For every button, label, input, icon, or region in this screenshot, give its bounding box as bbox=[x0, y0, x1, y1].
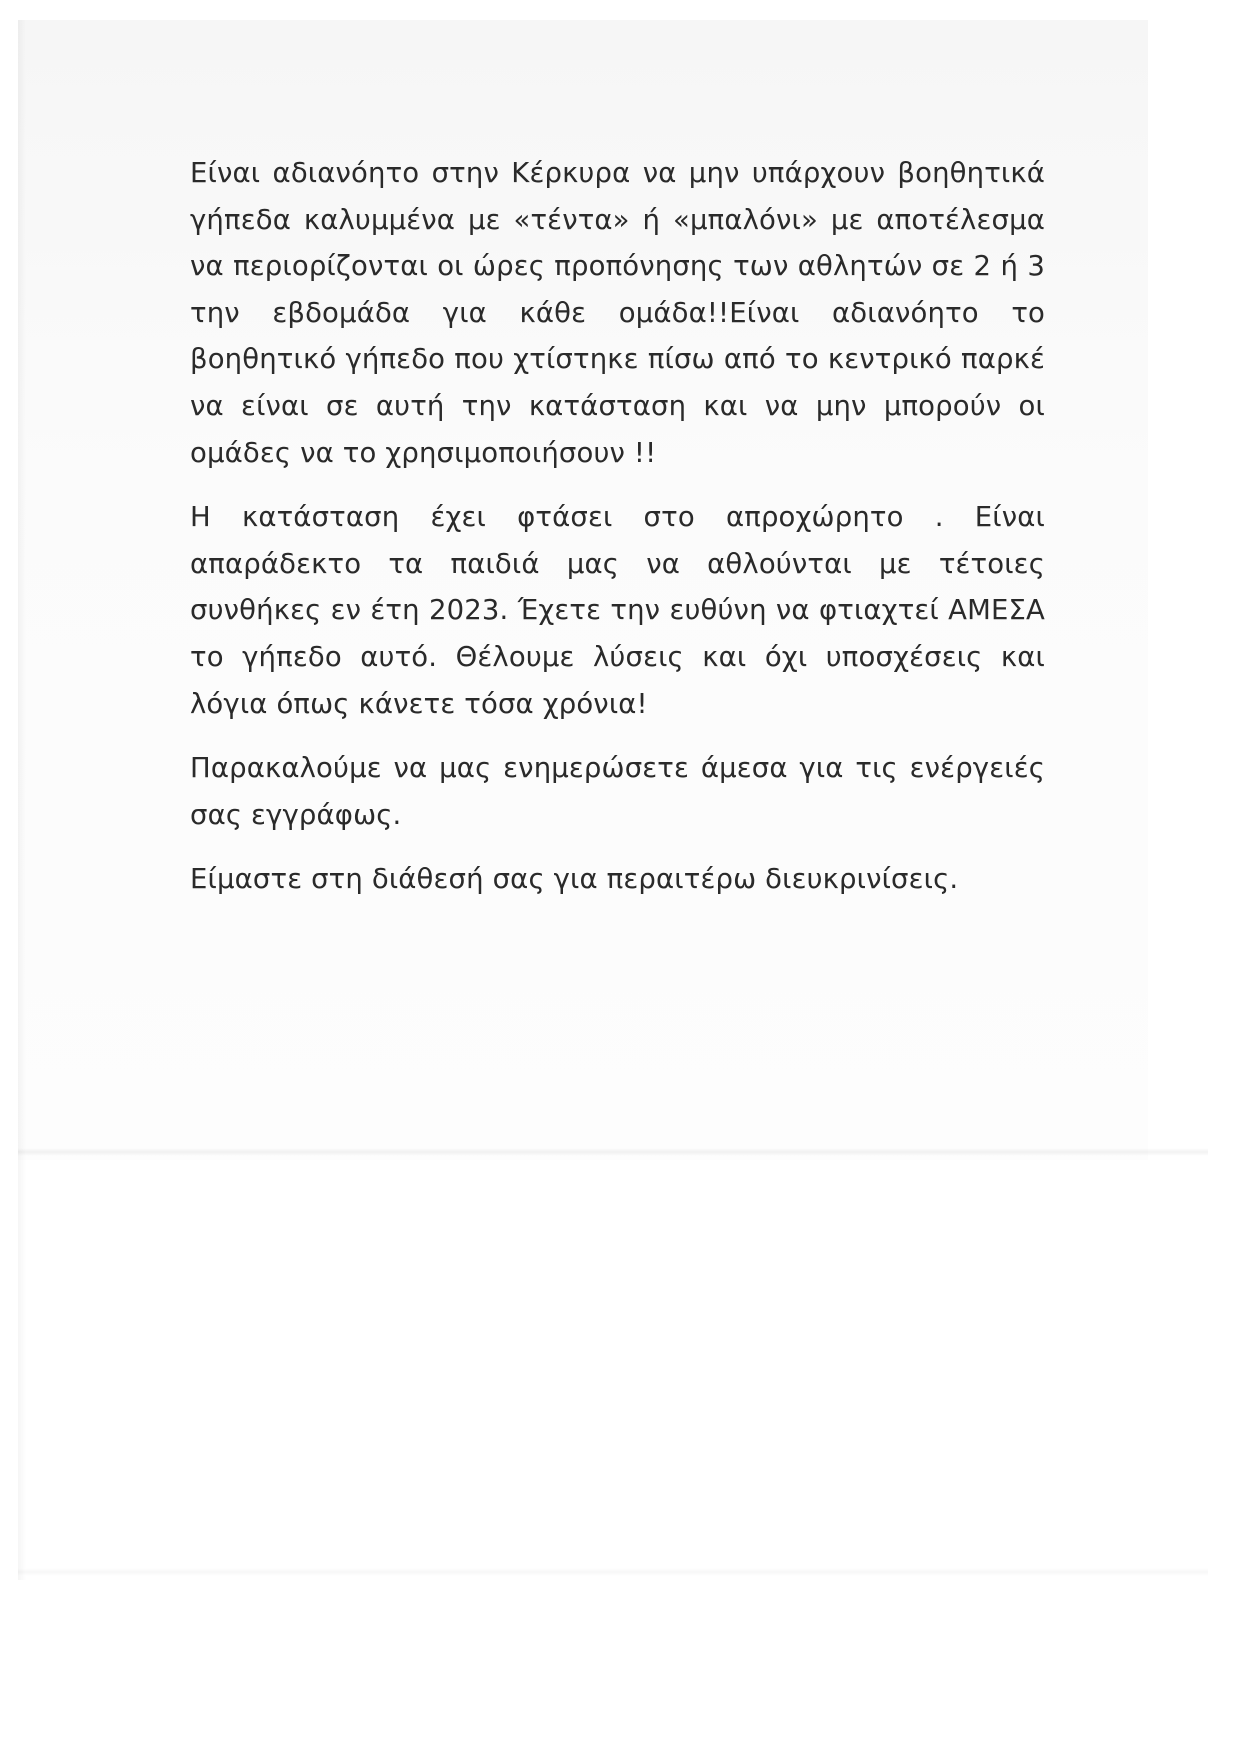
scan-artifact-line bbox=[18, 1568, 1208, 1576]
scan-artifact-line bbox=[18, 1148, 1208, 1156]
paragraph-demand-repair: Η κατάσταση έχει φτάσει στο απροχώρητο . Είναι απαράδεκτο τα παιδιά μας να αθλούνται με τέτοιες συνθήκες εν έτη 2023. Έχετε την ευθύνη να φτιαχτεί ΑΜΕΣΑ το γήπεδο αυτό. Θέλουμε λύσεις και όχι υποσχέσεις και λόγια όπως κάνετε τόσα χρόνια! bbox=[190, 501, 1045, 720]
letter-body bbox=[190, 150, 1045, 903]
paragraph-complaint-courts: Είναι αδιανόητο στην Κέρκυρα να μην υπάρχουν βοηθητικά γήπεδα καλυμμένα με «τέντα» ή «μπαλόνι» με αποτέλεσμα να περιορίζονται οι ώρες προπόνησης των αθλητών σε 2 ή 3 την εβδομάδα για κάθε ομάδα!!Είναι αδιανόητο το βοηθητικό γήπεδο που χτίστηκε πίσω από το κεντρικό παρκέ να είναι σε αυτή την κατάσταση και να μην μπορούν οι ομάδες να το χρησιμοποιήσουν !! bbox=[190, 157, 1045, 469]
blank-area bbox=[190, 980, 1045, 1140]
paragraph-request-update: Παρακαλούμε να μας ενημερώσετε άμεσα για τις ενέργειές σας εγγράφως. bbox=[190, 752, 1045, 831]
scan-edge bbox=[18, 20, 26, 1580]
paragraph-closing: Είμαστε στη διάθεσή σας για περαιτέρω διευκρινίσεις. bbox=[190, 863, 959, 896]
